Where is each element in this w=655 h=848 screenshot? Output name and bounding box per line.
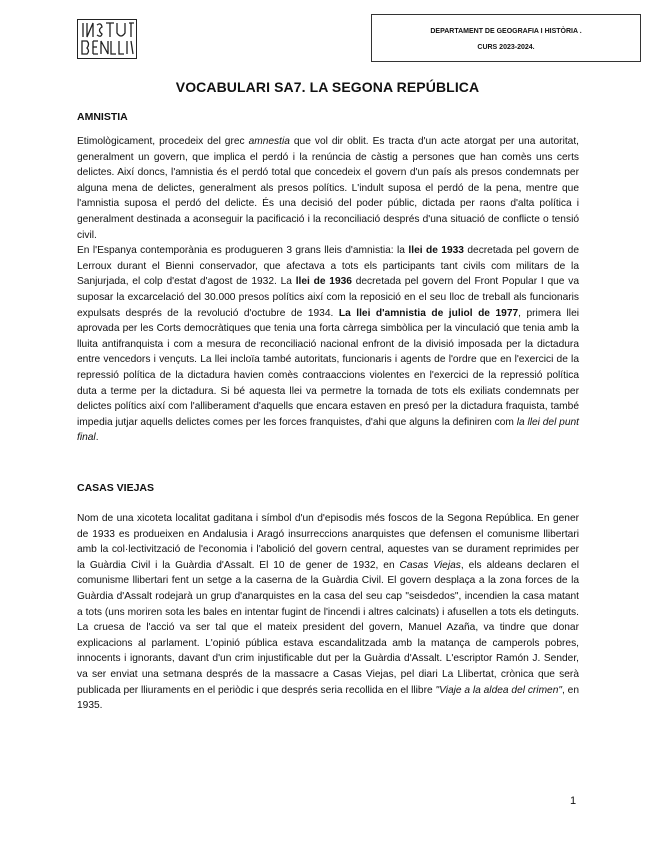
section-heading-amnistia: AMNISTIA <box>77 111 128 123</box>
bold-term: llei de 1933 <box>408 245 464 257</box>
italic-term: amnestia <box>248 136 290 147</box>
text-run: , en 1935. <box>77 684 580 712</box>
school-logo-mark <box>78 20 135 57</box>
text-run: . <box>95 432 99 444</box>
casas-viejas-paragraph-1 <box>77 511 579 714</box>
amnistia-paragraph-1 <box>77 134 579 243</box>
amnistia-body <box>77 134 579 446</box>
page-title: VOCABULARI SA7. LA SEGONA REPÚBLICA <box>175 79 480 95</box>
page-number: 1 <box>570 795 577 807</box>
italic-term: "Viaje a la aldea del crimen" <box>435 684 563 696</box>
department-name: DEPARTAMENT DE GEOGRAFIA I HISTÒRIA . <box>430 28 582 35</box>
text-run: Nom de una xicoteta localitat gaditana i símbol d'un d'episodis més foscos de la Segona República. En gener de 1933 es produeixen en Andalusia i Aragó insurreccions anarquistes que defensen el comunisme llibertari amb la col·lectivització de l'economia i l'abolició del govern central, aquestes van se durament reprimides per la Guàrdia Civil i la Guàrdia d'Assalt. El 10 de gener de 1932, en <box>77 513 579 571</box>
text-run: , primera llei aprovada per les Corts democràtiques que tenia una forta càrrega simbòlica per la vinculació que tenia amb la lluita antifranquista i com a mesura de reconciliació nacional enfront de la divisió imposada per la dictadura entre vencedors i vençuts. La llei incloïa també autoritats, funcionaris i agents de l'ordre que en l'exercici de la repressió política de la dictadura havien comès contraaccions violentes en l'exercici de la repressió política duta a terme per la dictadura. Si bé aquesta llei va permetre la tornada de tots els exiliats condemnats per delictes polítics així com l'alliberament d'aquells que encara estaven en presó per la dictadura fraquista, també impedia jutjar aquells delictes comes per les forces franquistes, d'ahi que alguns la definiren com <box>77 307 580 428</box>
text-run: Etimològicament, procedeix del grec <box>77 136 249 147</box>
italic-term: la llei del punt final <box>77 416 579 444</box>
amnistia-paragraph-2 <box>77 243 579 446</box>
school-logo <box>77 19 137 59</box>
italic-term: Casas Viejas <box>399 559 461 571</box>
department-box <box>371 14 641 62</box>
bold-term: llei de 1936 <box>295 276 352 288</box>
bold-term: La llei d'amnistia de juliol de 1977 <box>338 307 519 319</box>
text-run: En l'Espanya contemporània es produgueren 3 grans lleis d'amnistia: la <box>77 245 409 257</box>
section-heading-casas-viejas: CASAS VIEJAS <box>77 482 155 494</box>
text-run: que vol dir oblit. Es tracta d'un acte atorgat per una autoritat, generalment un govern, que implica el perdó i la renúncia de càstig a persones que han comès uns certs delictes. Així doncs, l'amnistia és el perdó total que concedeix el govern d'un país als presos condemnats per alguna mena de delictes, generalment als presos polítics. L'indult suposa el perdó de la pena, mentre que l'amnistia suposa el perdó del delicte. És una decisió del poder públic, dictada per raons d'alta política i generalment destinada a aconseguir la pacificació i la reconciliació després d'una situació de conflicte o tensió civil. <box>77 136 579 241</box>
text-run: decretada pel govern del Front Popular I que va suposar la excarcelació del 30.000 presos polítics així com la reposició en el seu lloc de treball als funcionaris expulsats després de la revolució d'octubre de 1934. <box>77 276 580 319</box>
text-run: decretada pel govern de Lerroux durant el Bienni conservador, que afectava a tots els participants tant civils com militars de la Sanjurjada, el colp d'estat d'agost de 1932. La <box>77 245 579 288</box>
casas-viejas-body <box>77 511 579 714</box>
course-year: CURS 2023-2024. <box>477 44 535 51</box>
text-run: , els aldeans declaren el comunisme llibertari fent un setge a la caserna de la Guàrdia Civil. El govern desplaça a la zona forces de la Guàrdia d'Assalt rodejarà un grup d'anarquistes en la casa del seu cap "seisdedos", incendien la casa matant a tots (uns moriren sota les bales en intentar fugint de l'incendi i altres calcinats) i afusellen a tots els detinguts. La cruesa de l'acció va ser tal que el mateix president del govern, Manuel Azaña, va tindre que donar explicacions al parlament. L'opinió pública estava escandalitzada amb la matança de camperols pobres, innocents i ignorants, davant d'un crim injustificable dut per la Guàrdia d'Assalt. L'escriptor Ramón J. Sender, va ser enviat una setmana després de la massacre a Casas Viejas, pel diari La Llibertat, crònica que serà publicada per lliuraments en el periòdic i que després seria recollida en el llibre <box>77 559 579 696</box>
